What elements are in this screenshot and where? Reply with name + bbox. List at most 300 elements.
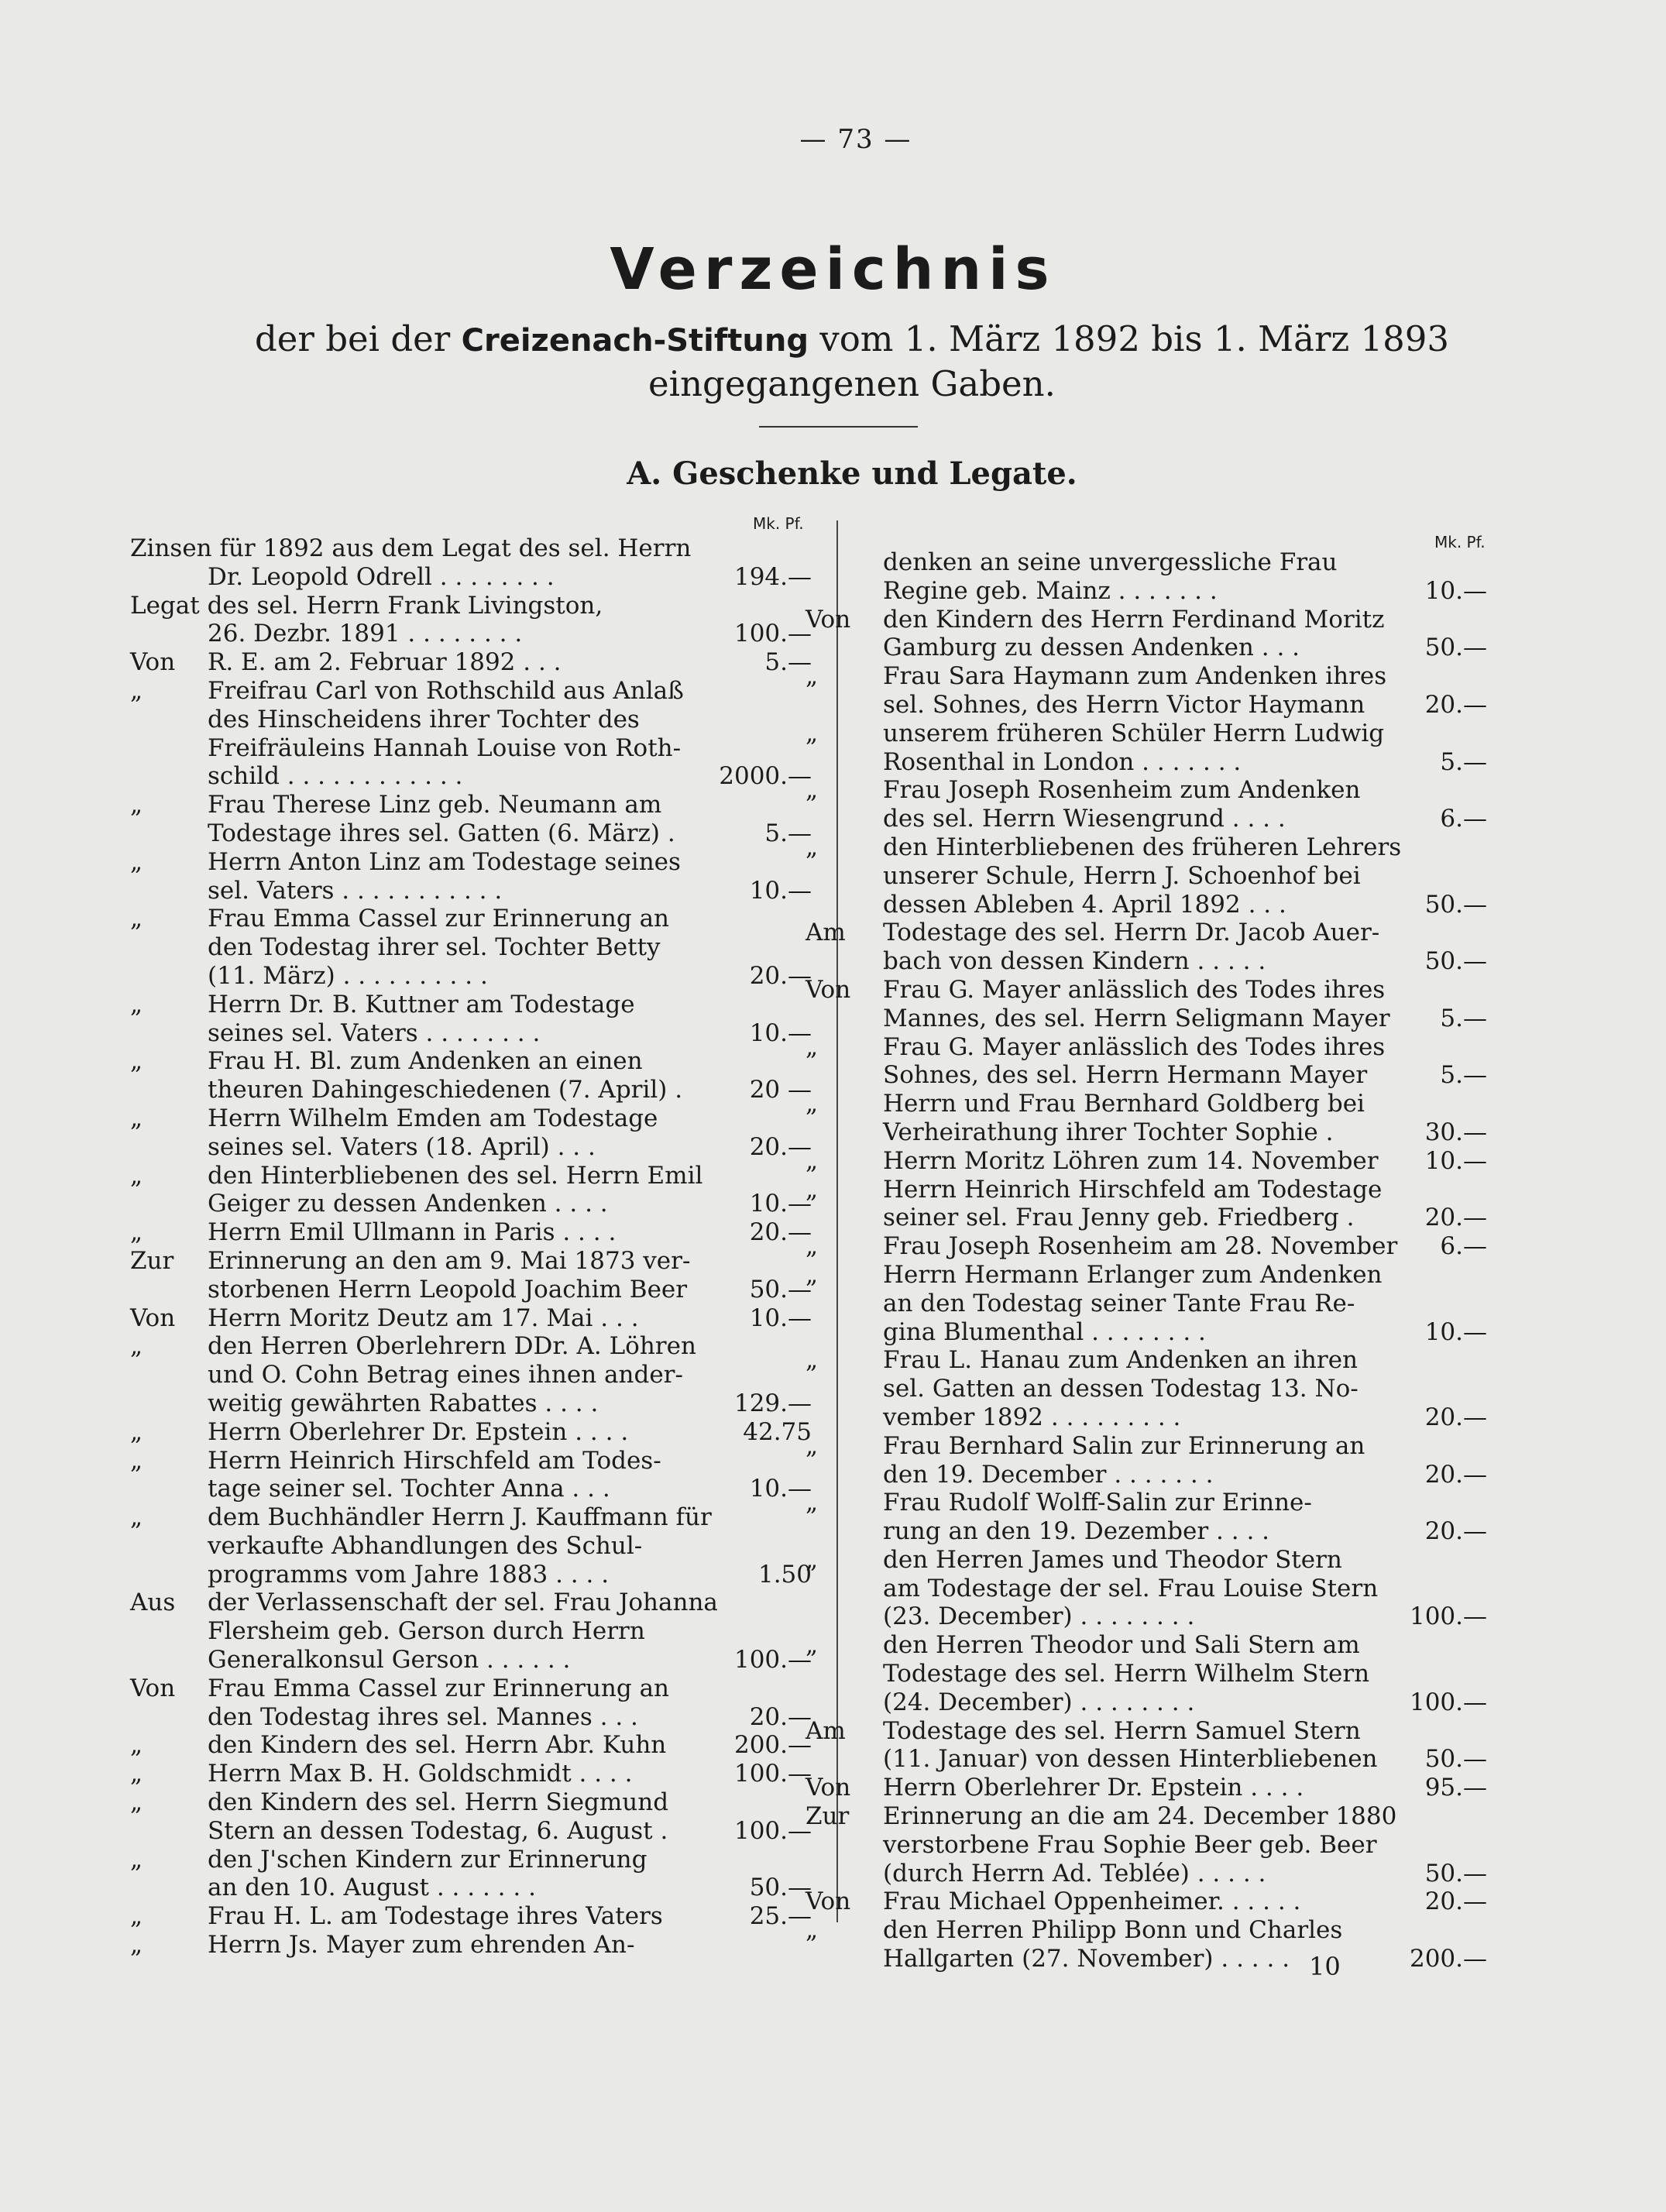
ledger-row xyxy=(130,1561,812,1589)
row-prefix: „ xyxy=(130,1417,143,1446)
row-amount: 20.— xyxy=(1424,1204,1487,1232)
row-prefix: Von xyxy=(806,1774,851,1802)
row-amount: 10.— xyxy=(749,1190,812,1218)
ledger-row xyxy=(806,1745,1487,1774)
ledger-row xyxy=(806,1033,1487,1062)
ledger-row xyxy=(806,720,1487,748)
row-text: denken an seine unvergessliche Frau xyxy=(883,548,1338,576)
row-text: Todestage ihres sel. Gatten (6. März) . xyxy=(208,819,675,847)
row-prefix: „ xyxy=(806,719,819,747)
row-prefix: „ xyxy=(806,776,819,805)
row-prefix: „ xyxy=(806,833,819,861)
ledger-row xyxy=(130,592,812,620)
row-text: und O. Cohn Betrag eines ihnen ander- xyxy=(208,1361,683,1389)
row-text: seines sel. Vaters . . . . . . . . xyxy=(208,1018,541,1047)
ledger-row xyxy=(130,1846,812,1874)
row-amount: 100.— xyxy=(733,620,812,648)
row-text: Todestage des sel. Herrn Wilhelm Stern xyxy=(883,1660,1370,1688)
ledger-row xyxy=(806,1546,1487,1575)
row-amount: 100.— xyxy=(733,1760,812,1788)
row-text: Geiger zu dessen Andenken . . . . xyxy=(208,1190,608,1218)
row-prefix: „ xyxy=(806,1175,819,1204)
row-text: Flersheim geb. Gerson durch Herrn xyxy=(208,1617,645,1646)
row-text: Herrn Wilhelm Emden am Todestage xyxy=(208,1104,658,1132)
row-text: (11. Januar) von dessen Hinterbliebenen xyxy=(883,1745,1378,1774)
row-text: Herrn und Frau Bernhard Goldberg bei xyxy=(883,1090,1365,1118)
row-text: dem Buchhändler Herrn J. Kauffmann für xyxy=(208,1503,712,1532)
ledger-row xyxy=(806,976,1487,1005)
row-text: an den 10. August . . . . . . . xyxy=(208,1874,536,1902)
ledger-row xyxy=(130,791,812,819)
subtitle-suffix: vom 1. März 1892 bis 1. März 1893 xyxy=(819,318,1450,359)
ledger-row xyxy=(130,1731,812,1760)
row-prefix: „ xyxy=(130,1446,143,1475)
row-text: an den Todestag seiner Tante Frau Re- xyxy=(883,1289,1355,1317)
ledger-row xyxy=(806,1375,1487,1403)
row-text: am Todestage der sel. Frau Louise Stern xyxy=(883,1574,1379,1602)
ledger-row xyxy=(130,762,812,791)
row-text: Verheirathung ihrer Tochter Sophie . xyxy=(883,1118,1334,1146)
row-text: den Kindern des Herrn Ferdinand Moritz xyxy=(883,605,1385,634)
row-prefix: Von xyxy=(806,975,851,1004)
right-currency-header: Mk. Pf. xyxy=(1434,533,1486,551)
row-text: Herrn Emil Ullmann in Paris . . . . xyxy=(208,1218,617,1247)
row-prefix: Von xyxy=(130,1304,176,1332)
row-text: Gamburg zu dessen Andenken . . . xyxy=(883,634,1300,662)
row-text: Rosenthal in London . . . . . . . xyxy=(883,747,1242,776)
page-title: Verzeichnis xyxy=(610,236,1056,303)
ledger-row xyxy=(130,848,812,877)
row-prefix: „ xyxy=(806,1146,819,1175)
ledger-row xyxy=(806,1774,1487,1802)
left-currency-header: Mk. Pf. xyxy=(753,514,804,533)
ledger-row xyxy=(806,1602,1487,1631)
row-text: des Hinscheidens ihrer Tochter des xyxy=(208,705,640,733)
ledger-row xyxy=(806,691,1487,720)
row-text: den Herren Oberlehrern DDr. A. Löhren xyxy=(208,1332,696,1361)
row-text: Frau Emma Cassel zur Erinnerung an xyxy=(208,905,670,933)
row-amount: 6.— xyxy=(1440,805,1487,833)
row-text: Herrn Anton Linz am Todestage seines xyxy=(208,847,681,876)
row-text: seines sel. Vaters (18. April) . . . xyxy=(208,1132,596,1161)
row-amount: 50.— xyxy=(749,1275,812,1304)
ledger-row xyxy=(130,962,812,991)
ledger-row xyxy=(130,1447,812,1475)
row-amount: 200.— xyxy=(733,1731,812,1760)
ledger-row xyxy=(130,534,812,563)
row-amount: 20.— xyxy=(749,1218,812,1247)
row-text: storbenen Herrn Leopold Joachim Beer xyxy=(208,1275,688,1304)
row-text: Regine geb. Mainz . . . . . . . xyxy=(883,576,1218,605)
row-text: unserer Schule, Herrn J. Schoenhof bei xyxy=(883,861,1361,890)
row-text: sel. Sohnes, des Herrn Victor Haymann xyxy=(883,690,1365,719)
row-prefix: „ xyxy=(130,1760,143,1788)
row-text: Herrn Hermann Erlanger zum Andenken xyxy=(883,1260,1383,1289)
ledger-row xyxy=(806,1061,1487,1090)
row-amount: 20.— xyxy=(1424,1460,1487,1489)
ledger-row xyxy=(130,648,812,677)
ledger-row xyxy=(130,877,812,905)
row-text: Herrn Heinrich Hirschfeld am Todestage xyxy=(883,1175,1383,1204)
ledger-row xyxy=(130,1190,812,1218)
ledger-row xyxy=(806,1176,1487,1204)
row-text: Frau H. L. am Todestage ihres Vaters xyxy=(208,1902,663,1931)
row-text: tage seiner sel. Tochter Anna . . . xyxy=(208,1475,610,1503)
ledger-row xyxy=(806,1290,1487,1318)
row-amount: 42.75 xyxy=(743,1417,812,1446)
row-text: programms vom Jahre 1883 . . . . xyxy=(208,1560,610,1589)
row-text: Frau Joseph Rosenheim am 28. November xyxy=(883,1232,1398,1261)
ledger-row xyxy=(130,1532,812,1561)
row-text: verkaufte Abhandlungen des Schul- xyxy=(208,1531,643,1560)
title-divider xyxy=(759,426,918,428)
ledger-row xyxy=(130,1788,812,1817)
row-prefix: Von xyxy=(806,1887,851,1916)
row-prefix: Von xyxy=(130,648,176,677)
ledger-row xyxy=(130,905,812,933)
ledger-row xyxy=(806,1717,1487,1746)
row-prefix: „ xyxy=(806,1545,819,1574)
ledger-row xyxy=(806,1802,1487,1831)
ledger-row xyxy=(130,1389,812,1418)
subtitle xyxy=(232,318,1472,406)
ledger-row xyxy=(130,1047,812,1076)
row-amount: 194.— xyxy=(733,562,812,591)
ledger-row xyxy=(130,1162,812,1190)
ledger-row xyxy=(806,1147,1487,1176)
row-text: weitig gewährten Rabattes . . . . xyxy=(208,1389,599,1417)
ledger-row xyxy=(130,1304,812,1333)
ledger-row xyxy=(806,947,1487,976)
row-amount: 25.— xyxy=(749,1902,812,1931)
ledger-row xyxy=(130,1247,812,1276)
ledger-row xyxy=(806,776,1487,805)
row-text: Todestage des sel. Herrn Samuel Stern xyxy=(883,1716,1361,1745)
subtitle-prefix: der bei der xyxy=(254,318,451,359)
ledger-row xyxy=(130,1218,812,1247)
row-text: Zinsen für 1892 aus dem Legat des sel. Herrn xyxy=(130,534,692,562)
row-text: dessen Ableben 4. April 1892 . . . xyxy=(883,890,1286,919)
row-prefix: „ xyxy=(130,905,143,933)
row-text: den 19. December . . . . . . . xyxy=(883,1460,1214,1489)
ledger-row xyxy=(130,1503,812,1532)
ledger-row xyxy=(130,1760,812,1788)
row-text: sel. Vaters . . . . . . . . . . . xyxy=(208,876,503,905)
ledger-row xyxy=(806,1232,1487,1261)
row-text: vember 1892 . . . . . . . . . xyxy=(883,1403,1181,1431)
row-prefix: „ xyxy=(806,1431,819,1460)
ledger-row xyxy=(806,634,1487,662)
row-amount: 20 — xyxy=(749,1076,812,1104)
row-prefix: „ xyxy=(806,662,819,691)
ledger-row xyxy=(130,563,812,592)
ledger-row xyxy=(130,1931,812,1960)
row-text: Hallgarten (27. November) . . . . . xyxy=(883,1945,1290,1973)
row-amount: 10.— xyxy=(749,1475,812,1503)
ledger-row xyxy=(806,919,1487,947)
ledger-row xyxy=(130,734,812,763)
row-prefix: Am xyxy=(806,1716,846,1745)
ledger-row xyxy=(130,1276,812,1304)
row-prefix: „ xyxy=(130,1104,143,1132)
row-prefix: „ xyxy=(130,990,143,1018)
row-text: R. E. am 2. Februar 1892 . . . xyxy=(208,648,562,677)
ledger-row xyxy=(130,677,812,706)
row-prefix: Aus xyxy=(130,1589,176,1617)
row-text: Erinnerung an den am 9. Mai 1873 ver- xyxy=(208,1246,691,1275)
catchword: 10 xyxy=(1309,1952,1341,1981)
row-text: den Todestag ihrer sel. Tochter Betty xyxy=(208,933,661,962)
row-text: Generalkonsul Gerson . . . . . . xyxy=(208,1646,571,1674)
ledger-row xyxy=(130,819,812,848)
row-text: verstorbene Frau Sophie Beer geb. Beer xyxy=(883,1830,1377,1859)
row-text: (11. März) . . . . . . . . . . xyxy=(208,961,488,990)
row-text: (24. December) . . . . . . . . xyxy=(883,1688,1195,1716)
row-prefix: „ xyxy=(130,1788,143,1817)
ledger-row xyxy=(806,1090,1487,1118)
row-text: Frau L. Hanau zum Andenken an ihren xyxy=(883,1346,1359,1375)
ledger-row xyxy=(130,1703,812,1732)
row-text: Herrn Oberlehrer Dr. Epstein . . . . xyxy=(208,1417,629,1446)
row-amount: 20.— xyxy=(749,1702,812,1731)
row-text: Herrn Moritz Deutz am 17. Mai . . . xyxy=(208,1304,639,1332)
row-amount: 50.— xyxy=(749,1874,812,1902)
ledger-row xyxy=(130,1076,812,1104)
ledger-row xyxy=(806,1005,1487,1033)
row-text: Frau Sara Haymann zum Andenken ihres xyxy=(883,662,1387,691)
row-text: Sohnes, des sel. Herrn Hermann Mayer xyxy=(883,1061,1368,1090)
ledger-row xyxy=(806,748,1487,777)
row-text: rung an den 19. Dezember . . . . xyxy=(883,1517,1270,1546)
row-prefix: Von xyxy=(130,1674,176,1702)
row-text: sel. Gatten an dessen Todestag 13. No- xyxy=(883,1375,1359,1403)
row-prefix: „ xyxy=(130,1845,143,1874)
ledger-row xyxy=(806,662,1487,691)
row-text: theuren Dahingeschiedenen (7. April) . xyxy=(208,1076,683,1104)
ledger-row xyxy=(806,1517,1487,1546)
ledger-row xyxy=(130,620,812,648)
row-text: Frau Bernhard Salin zur Erinnerung an xyxy=(883,1431,1365,1460)
ledger-row xyxy=(130,1902,812,1931)
row-amount: 50.— xyxy=(1424,1859,1487,1887)
row-text: Herrn Moritz Löhren zum 14. November xyxy=(883,1146,1379,1175)
ledger-row xyxy=(806,1631,1487,1660)
row-prefix: „ xyxy=(130,1902,143,1931)
section-heading: A. Geschenke und Legate. xyxy=(627,455,1077,492)
row-text: den Kindern des sel. Herrn Siegmund xyxy=(208,1788,669,1817)
row-text: den Herren James und Theodor Stern xyxy=(883,1545,1342,1574)
ledger-row xyxy=(130,1332,812,1361)
row-amount: 129.— xyxy=(733,1389,812,1417)
row-prefix: „ xyxy=(806,1090,819,1118)
row-text: Mannes, des sel. Herrn Seligmann Mayer xyxy=(883,1004,1390,1032)
ledger-row xyxy=(806,1660,1487,1688)
row-amount: 5.— xyxy=(764,819,812,847)
row-text: Frau Emma Cassel zur Erinnerung an xyxy=(208,1674,670,1702)
ledger-row xyxy=(130,1133,812,1162)
row-text: Frau G. Mayer anlässlich des Todes ihres xyxy=(883,975,1386,1004)
row-prefix: „ xyxy=(806,1346,819,1375)
ledger-row xyxy=(806,1688,1487,1717)
left-column xyxy=(130,534,812,1960)
subtitle-line2: eingegangenen Gaben. xyxy=(648,363,1056,404)
row-amount: 20.— xyxy=(1424,1517,1487,1546)
ledger-row xyxy=(806,1432,1487,1461)
ledger-row xyxy=(806,833,1487,862)
ledger-row xyxy=(806,1831,1487,1860)
row-prefix: „ xyxy=(130,676,143,705)
row-amount: 100.— xyxy=(733,1816,812,1845)
row-prefix: „ xyxy=(806,1260,819,1289)
row-amount: 5.— xyxy=(1440,1061,1487,1090)
ledger-row xyxy=(806,1318,1487,1347)
row-text: Frau H. Bl. zum Andenken an einen xyxy=(208,1047,643,1076)
row-text: den Hinterbliebenen des sel. Herrn Emil xyxy=(208,1161,703,1190)
row-amount: 100.— xyxy=(1409,1688,1487,1716)
row-amount: 50.— xyxy=(1424,890,1487,919)
row-text: Frau Therese Linz geb. Neumann am xyxy=(208,791,662,819)
ledger-row xyxy=(130,1019,812,1048)
ledger-row xyxy=(130,1104,812,1133)
ledger-row xyxy=(806,1860,1487,1888)
row-prefix: „ xyxy=(806,1232,819,1261)
row-prefix: Zur xyxy=(806,1802,850,1831)
row-text: Herrn Heinrich Hirschfeld am Todes- xyxy=(208,1446,661,1475)
ledger-row xyxy=(806,577,1487,606)
ledger-row xyxy=(130,1674,812,1703)
ledger-row xyxy=(130,991,812,1019)
row-text: den Todestag ihres sel. Mannes . . . xyxy=(208,1702,638,1731)
row-text: Dr. Leopold Odrell . . . . . . . . xyxy=(208,562,555,591)
row-text: der Verlassenschaft der sel. Frau Johanna xyxy=(208,1589,718,1617)
row-text: Stern an dessen Todestag, 6. August . xyxy=(208,1816,668,1845)
ledger-row xyxy=(806,1945,1487,1973)
row-text: Frau Rudolf Wolff-Salin zur Erinne- xyxy=(883,1489,1312,1517)
row-text: Herrn Dr. B. Kuttner am Todestage xyxy=(208,990,635,1018)
row-prefix: Von xyxy=(806,605,851,634)
row-amount: 30.— xyxy=(1424,1118,1487,1146)
row-prefix: „ xyxy=(130,791,143,819)
ledger-row xyxy=(130,1617,812,1646)
row-text: unserem früheren Schüler Herrn Ludwig xyxy=(883,719,1385,747)
row-text: den Herren Philipp Bonn und Charles xyxy=(883,1916,1343,1945)
row-text: bach von dessen Kindern . . . . . xyxy=(883,947,1266,976)
ledger-row xyxy=(806,1346,1487,1375)
ledger-row xyxy=(130,1646,812,1674)
row-prefix: „ xyxy=(130,1731,143,1760)
foundation-name: Creizenach-Stiftung xyxy=(461,323,809,359)
row-text: den Hinterbliebenen des früheren Lehrers xyxy=(883,833,1402,861)
row-amount: 200.— xyxy=(1409,1945,1487,1973)
row-text: den Herren Theodor und Sali Stern am xyxy=(883,1631,1360,1660)
ledger-row xyxy=(130,1475,812,1503)
row-amount: 10.— xyxy=(749,1018,812,1047)
page-number: — 73 — xyxy=(799,124,912,155)
row-text: Herrn Max B. H. Goldschmidt . . . . xyxy=(208,1760,633,1788)
row-text: Frau Joseph Rosenheim zum Andenken xyxy=(883,776,1361,805)
row-text: Erinnerung an die am 24. December 1880 xyxy=(883,1802,1397,1831)
row-amount: 20.— xyxy=(1424,1403,1487,1431)
ledger-row xyxy=(806,1403,1487,1432)
ledger-row xyxy=(130,1589,812,1617)
row-amount: 5.— xyxy=(1440,1004,1487,1032)
row-amount: 6.— xyxy=(1440,1232,1487,1261)
row-prefix: „ xyxy=(806,1916,819,1945)
ledger-row xyxy=(130,933,812,962)
ledger-row xyxy=(806,805,1487,833)
row-text: Legat des sel. Herrn Frank Livingston, xyxy=(130,591,603,620)
row-amount: 1.50 xyxy=(757,1560,812,1589)
row-text: Herrn Oberlehrer Dr. Epstein . . . . xyxy=(883,1774,1304,1802)
row-amount: 2000.— xyxy=(719,762,812,791)
row-text: des sel. Herrn Wiesengrund . . . . xyxy=(883,805,1286,833)
ledger-row xyxy=(806,1916,1487,1945)
ledger-row xyxy=(806,1489,1487,1517)
row-text: Frau G. Mayer anlässlich des Todes ihres xyxy=(883,1032,1386,1061)
row-prefix: „ xyxy=(130,1931,143,1960)
row-amount: 5.— xyxy=(1440,747,1487,776)
ledger-row xyxy=(806,1204,1487,1232)
row-amount: 20.— xyxy=(749,1132,812,1161)
row-amount: 20.— xyxy=(749,961,812,990)
row-amount: 10.— xyxy=(1424,576,1487,605)
ledger-row xyxy=(130,1874,812,1902)
row-prefix: „ xyxy=(130,1161,143,1190)
row-amount: 50.— xyxy=(1424,947,1487,976)
right-column xyxy=(806,548,1487,1973)
row-amount: 100.— xyxy=(733,1646,812,1674)
ledger-row xyxy=(130,1817,812,1846)
row-amount: 50.— xyxy=(1424,1745,1487,1774)
row-amount: 10.— xyxy=(1424,1317,1487,1346)
ledger-row xyxy=(806,1461,1487,1489)
row-amount: 5.— xyxy=(764,648,812,677)
row-amount: 10.— xyxy=(749,876,812,905)
row-amount: 10.— xyxy=(749,1304,812,1332)
row-text: den J'schen Kindern zur Erinnerung xyxy=(208,1845,648,1874)
row-amount: 50.— xyxy=(1424,634,1487,662)
row-text: den Kindern des sel. Herrn Abr. Kuhn xyxy=(208,1731,667,1760)
row-prefix: „ xyxy=(806,1032,819,1061)
ledger-row xyxy=(806,1261,1487,1290)
ledger-row xyxy=(130,706,812,734)
row-text: gina Blumenthal . . . . . . . . xyxy=(883,1317,1206,1346)
ledger-row xyxy=(806,1118,1487,1147)
row-text: Frau Michael Oppenheimer. . . . . . xyxy=(883,1887,1301,1916)
row-prefix: Zur xyxy=(130,1246,174,1275)
row-text: 26. Dezbr. 1891 . . . . . . . . xyxy=(208,620,523,648)
row-prefix: Am xyxy=(806,919,846,947)
ledger-row xyxy=(130,1418,812,1447)
row-text: (23. December) . . . . . . . . xyxy=(883,1602,1195,1631)
ledger-row xyxy=(806,606,1487,634)
ledger-row xyxy=(806,1575,1487,1603)
row-text: Freifräuleins Hannah Louise von Roth- xyxy=(208,733,682,762)
row-prefix: „ xyxy=(806,1631,819,1660)
row-text: Freifrau Carl von Rothschild aus Anlaß xyxy=(208,676,684,705)
row-text: Herrn Js. Mayer zum ehrenden An- xyxy=(208,1931,635,1960)
row-amount: 95.— xyxy=(1424,1774,1487,1802)
row-prefix: „ xyxy=(130,847,143,876)
ledger-row xyxy=(806,862,1487,891)
row-prefix: „ xyxy=(806,1489,819,1517)
ledger-row xyxy=(806,548,1487,577)
ledger-row xyxy=(806,891,1487,919)
ledger-row xyxy=(130,1361,812,1389)
row-text: Todestage des sel. Herrn Dr. Jacob Auer- xyxy=(883,919,1380,947)
row-amount: 20.— xyxy=(1424,690,1487,719)
row-amount: 100.— xyxy=(1409,1602,1487,1631)
